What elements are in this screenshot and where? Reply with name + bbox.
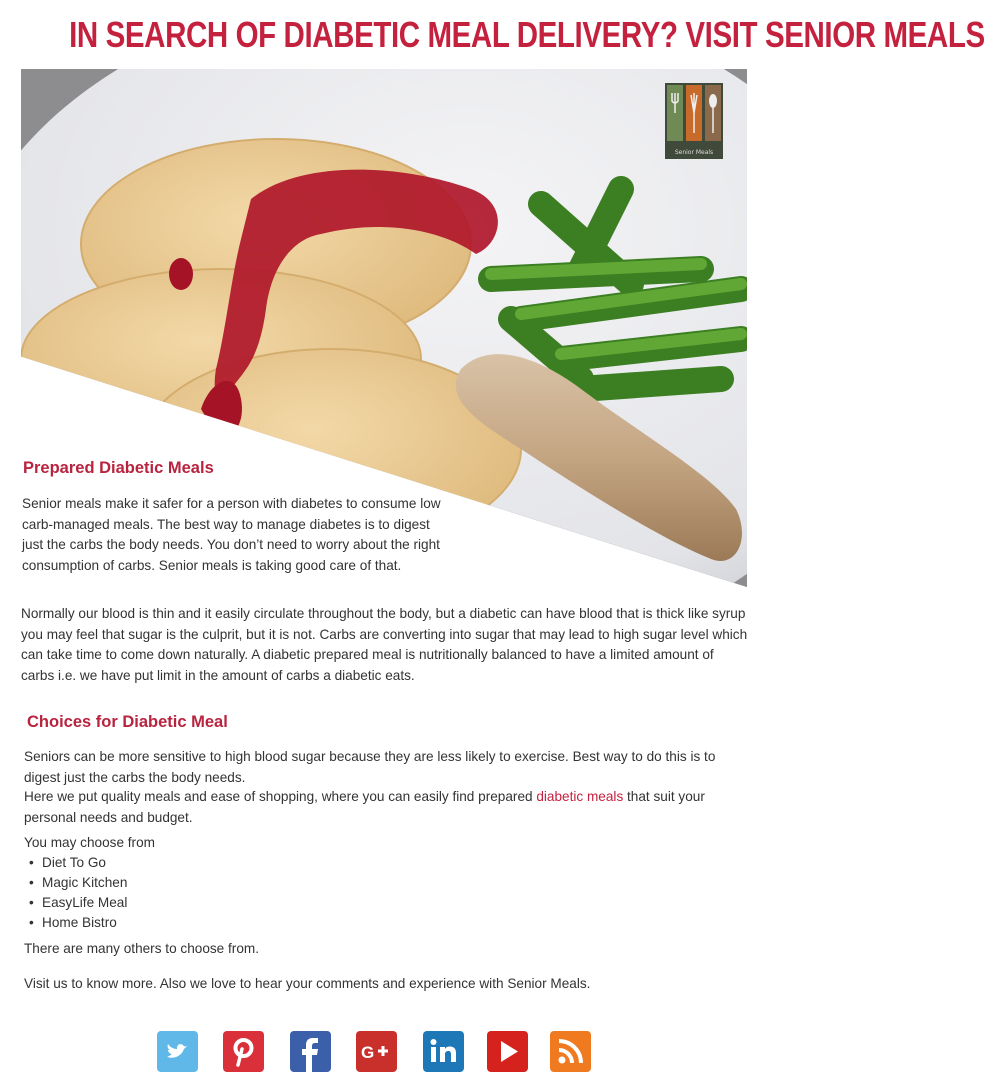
twitter-icon[interactable] <box>157 1031 198 1072</box>
svg-text:G: G <box>361 1043 375 1062</box>
section-heading-choices: Choices for Diabetic Meal <box>27 713 228 731</box>
paragraph-others: There are many others to choose from. <box>24 941 259 956</box>
paragraph-closing: Visit us to know more. Also we love to hear your comments and experience with Senior Meals. <box>24 976 591 991</box>
facebook-icon[interactable] <box>290 1031 331 1072</box>
text-after-link: that suit your personal needs and budget. <box>24 789 705 825</box>
linkedin-icon[interactable] <box>423 1031 464 1072</box>
senior-meals-logo <box>665 83 723 159</box>
list-item: • Magic Kitchen <box>24 873 127 893</box>
paragraph-intro: Senior meals make it safer for a person with diabetes to consume low carb-managed meals. The best way to manage diabetes is to digest just the carbs the body needs. You don’t need to worry about the right consumption of carbs. Senior meals is taking good care of that. <box>22 496 441 573</box>
page-title: IN SEARCH OF DIABETIC MEAL DELIVERY? VISIT SENIOR MEALS <box>69 14 985 55</box>
meal-list <box>24 853 127 933</box>
svg-text:Senior Meals: Senior Meals <box>674 149 714 156</box>
paragraph-quality <box>24 787 750 828</box>
text-before-link: Here we put quality meals and ease of shopping, where you can easily find prepared <box>24 789 537 804</box>
pinterest-icon[interactable] <box>223 1031 264 1072</box>
rss-icon[interactable] <box>550 1031 591 1072</box>
youtube-icon[interactable] <box>487 1031 528 1072</box>
paragraph-blood: Normally our blood is thin and it easily circulate throughout the body, but a diabetic can have blood that is thick like syrup you may feel that sugar is the culprit, but it is not. Carbs are converting into sugar that may lead to high sugar level which can take time to come down naturally. A diabetic prepared meal is nutritionally balanced to have a limited amount of carbs i.e. we have put limit in the amount of carbs a diabetic eats. <box>21 606 748 683</box>
paragraph-seniors: Seniors can be more sensitive to high blood sugar because they are less likely to exercise. Best way to do this is to digest just the carbs the body needs. <box>24 749 716 785</box>
list-item: • Home Bistro <box>24 913 127 933</box>
list-item: • Diet To Go <box>24 853 127 873</box>
section-heading-prepared: Prepared Diabetic Meals <box>23 459 214 477</box>
list-item: • EasyLife Meal <box>24 893 127 913</box>
list-intro: You may choose from <box>24 835 155 850</box>
diabetic-meals-link[interactable]: diabetic meals <box>536 789 624 804</box>
google-plus-icon[interactable] <box>356 1031 397 1072</box>
